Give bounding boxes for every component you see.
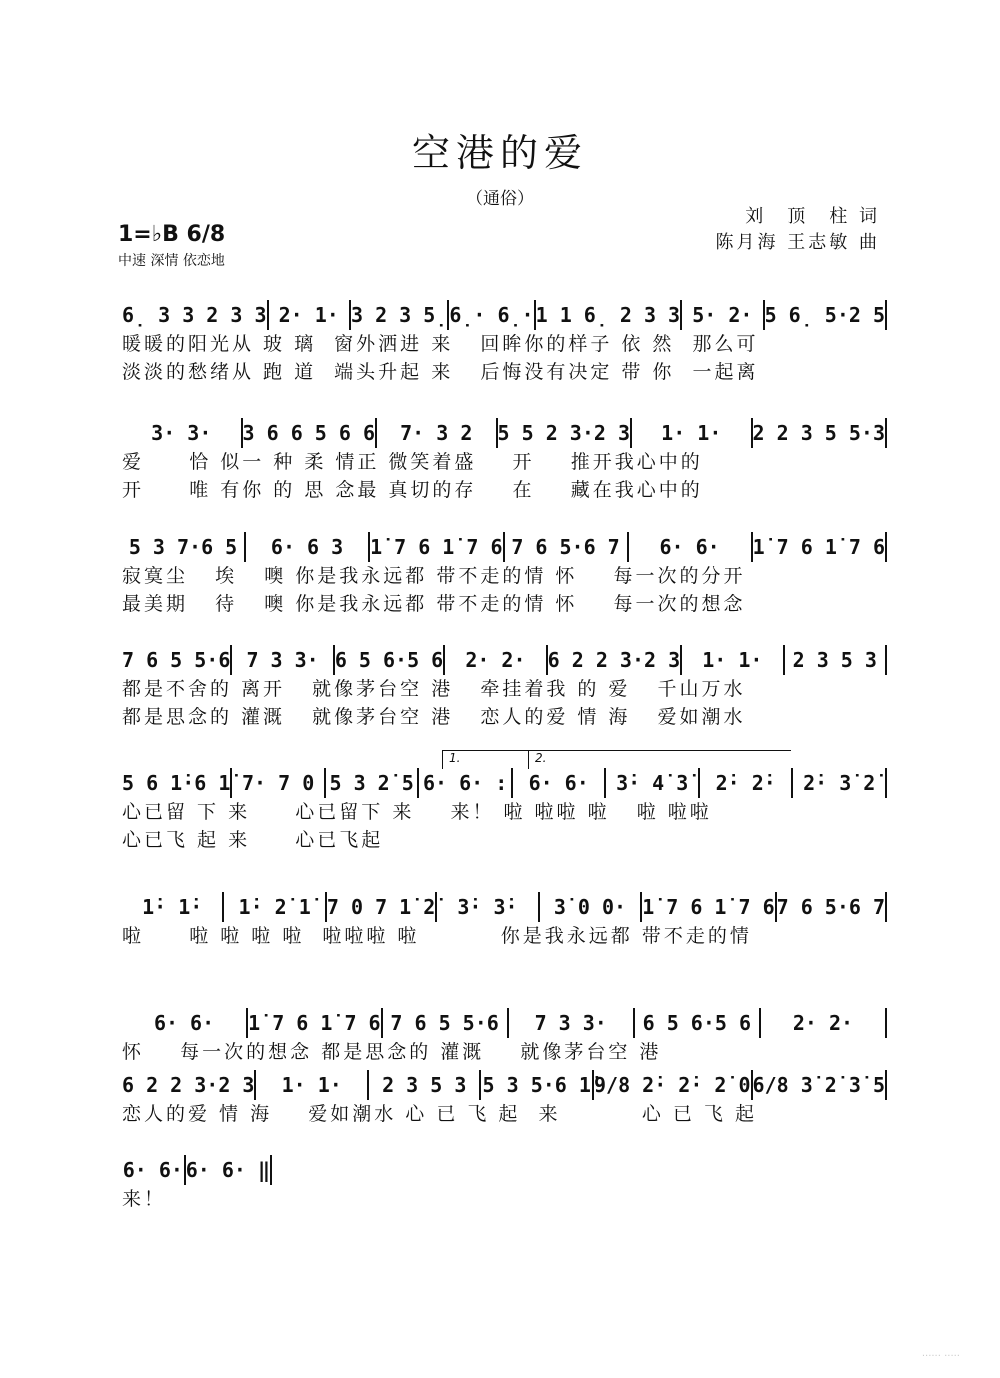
measure: 7 0 7 1̇ 2̇ xyxy=(327,892,437,922)
lyric-line-1: 心已留 下 来 心已留下 来 来！ 啦 啦啦 啦 啦 啦啦 xyxy=(122,801,712,823)
score-system xyxy=(122,1155,272,1213)
measures xyxy=(122,892,887,922)
measures xyxy=(122,1008,887,1038)
measure: 7 6 5 5·6 xyxy=(122,645,232,675)
measure: 6 5 6·5 6 xyxy=(635,1008,761,1038)
lyric-line-1: 来！ xyxy=(122,1188,167,1210)
lyric-line-1: 暖暖的阳光从 玻 璃 窗外洒进 来 回眸你的样子 依 然 那么可 xyxy=(122,333,759,355)
measure: 6· 6· : xyxy=(419,768,513,798)
measure: 1· 1· xyxy=(256,1070,369,1100)
measure: 2· 2· xyxy=(445,645,547,675)
measure: 1 1 6̣ 2 3 3 xyxy=(536,300,683,330)
tempo-marking: 中速 深情 依恋地 xyxy=(118,253,225,269)
measure: 2· 2· xyxy=(761,1008,887,1038)
measure: 1̇ 7 6 1̇ 7 6 xyxy=(248,1008,382,1038)
measure: 3̇ 0 0· xyxy=(540,892,642,922)
measure: 2 3 5 3 xyxy=(785,645,887,675)
measure: 1̇ 7 6 1̇ 7 6 xyxy=(753,532,887,562)
measure: 1̇ 7 6 1̇ 7 6 xyxy=(642,892,776,922)
measure: 1̇· 1̇· xyxy=(122,892,224,922)
measures xyxy=(122,645,887,675)
measure: 6̣· 6̣· xyxy=(449,300,535,330)
song-title: 空港的爱 xyxy=(411,131,588,175)
measure: 1· 1· xyxy=(632,418,753,448)
measure: 5 5 2 3·2 3 xyxy=(498,418,632,448)
measure: 6· 6· xyxy=(122,1008,248,1038)
measure: 7· 7 0 xyxy=(232,768,326,798)
measure: 5 3 7·6 5 xyxy=(122,532,246,562)
measure: 6· 6· xyxy=(629,532,753,562)
measure: 2̇· 3̇ 2̇ xyxy=(793,768,887,798)
measure: 3· 3· xyxy=(122,418,243,448)
measure: 7 6 5 5·6 xyxy=(383,1008,509,1038)
volta-first-ending: 1. xyxy=(442,750,531,769)
measure: 6· 6· xyxy=(122,1155,186,1185)
lyric-line-1: 啦 啦 啦 啦 啦 啦啦啦 啦 你是我永远都 带不走的情 xyxy=(122,925,752,947)
volta-second-ending: 2. xyxy=(528,750,791,769)
measure: 7 6 5·6 7 xyxy=(777,892,887,922)
measure: 6 2 2 3·2 3 xyxy=(122,1070,256,1100)
genre-subtitle: （通俗） xyxy=(466,189,534,209)
lyric-line-2: 最美期 待 噢 你是我永远都 带不走的情 怀 每一次的想念 xyxy=(122,593,746,615)
lyricist-credit: 刘 顶 柱 词 xyxy=(745,206,880,227)
measure: 3̇· 3̇· xyxy=(437,892,539,922)
lyric-line-1: 爱 恰 似一 种 柔 情正 微笑着盛 开 推开我心中的 xyxy=(122,451,703,473)
score-system xyxy=(122,1008,887,1066)
measure: 6/8 3̇ 2̇ 3̇ 5 xyxy=(753,1070,887,1100)
measure: 2· 1· xyxy=(269,300,351,330)
measures xyxy=(122,300,887,330)
measure: 7 3 3· xyxy=(232,645,334,675)
lyric-line-2: 都是思念的 灌溉 就像茅台空 港 恋人的爱 情 海 爱如潮水 xyxy=(122,706,746,728)
score-system xyxy=(122,892,887,950)
measure: 1̇ 7 6 1̇ 7 6 xyxy=(370,532,504,562)
measure: 1̇· 2̇ 1̇ xyxy=(224,892,326,922)
measure: 6 5 6·5 6 xyxy=(335,645,445,675)
measures xyxy=(122,768,887,798)
watermark: ...... ..... xyxy=(921,1348,960,1359)
score-system xyxy=(122,418,887,504)
measure: 6· 6· xyxy=(513,768,607,798)
measure: 6 2 2 3·2 3 xyxy=(548,645,682,675)
measure: 9/8 2̇· 2̇· 2̇ 0 xyxy=(594,1070,753,1100)
measure: 7 6 5·6 7 xyxy=(505,532,629,562)
measure: 2 2 3 5 5·3 xyxy=(753,418,887,448)
composer-credit: 陈月海 王志敏 曲 xyxy=(715,232,880,253)
measure: 1· 1· xyxy=(682,645,784,675)
lyric-line-1: 恋人的爱 情 海 爱如潮水 心 已 飞 起 来 心 已 飞 起 xyxy=(122,1103,757,1125)
measure: 5 3 5·6 1̇ xyxy=(481,1070,594,1100)
score-system xyxy=(122,300,887,386)
key-signature: 1=♭B 6/8 xyxy=(118,222,226,247)
measure: 3 2 3 5̣ xyxy=(351,300,449,330)
measure: 5· 2· xyxy=(682,300,764,330)
lyric-line-2: 心已飞 起 来 心已飞起 xyxy=(122,829,384,851)
score-system xyxy=(122,1070,887,1128)
measure: 6· 6 3 xyxy=(246,532,370,562)
lyric-line-2: 淡淡的愁绪从 跑 道 端头升起 来 后悔没有决定 带 你 一起离 xyxy=(122,361,759,383)
measure: 3 6 6 5 6 6 xyxy=(243,418,377,448)
measures xyxy=(122,1155,272,1185)
measure: 5 6̣ 5·2 5 xyxy=(765,300,887,330)
lyric-line-2: 开 唯 有你 的 思 念最 真切的存 在 藏在我心中的 xyxy=(122,479,703,501)
measures xyxy=(122,418,887,448)
measure: 2̇· 2̇· xyxy=(700,768,794,798)
measure: 2 3 5 3 xyxy=(369,1070,482,1100)
measure: 5 6 1̇·6 1̇ xyxy=(122,768,232,798)
lyric-line-1: 怀 每一次的想念 都是思念的 灌溉 就像茅台空 港 xyxy=(122,1041,662,1063)
measure: 6· 6· ‖ xyxy=(186,1155,272,1185)
measure: 6̣ 3 3 2 3 3 xyxy=(122,300,269,330)
measure: 7· 3 2 xyxy=(377,418,498,448)
measure: 7 3 3· xyxy=(509,1008,635,1038)
score-system xyxy=(122,532,887,618)
measure: 5 3 2̇ 5 xyxy=(326,768,420,798)
lyric-line-1: 寂寞尘 埃 噢 你是我永远都 带不走的情 怀 每一次的分开 xyxy=(122,565,746,587)
score-system xyxy=(122,645,887,731)
measures xyxy=(122,1070,887,1100)
measures xyxy=(122,532,887,562)
score-system xyxy=(122,751,887,854)
measure: 3̇· 4̇ 3̇ xyxy=(606,768,700,798)
lyric-line-1: 都是不舍的 离开 就像茅台空 港 牵挂着我 的 爱 千山万水 xyxy=(122,678,746,700)
